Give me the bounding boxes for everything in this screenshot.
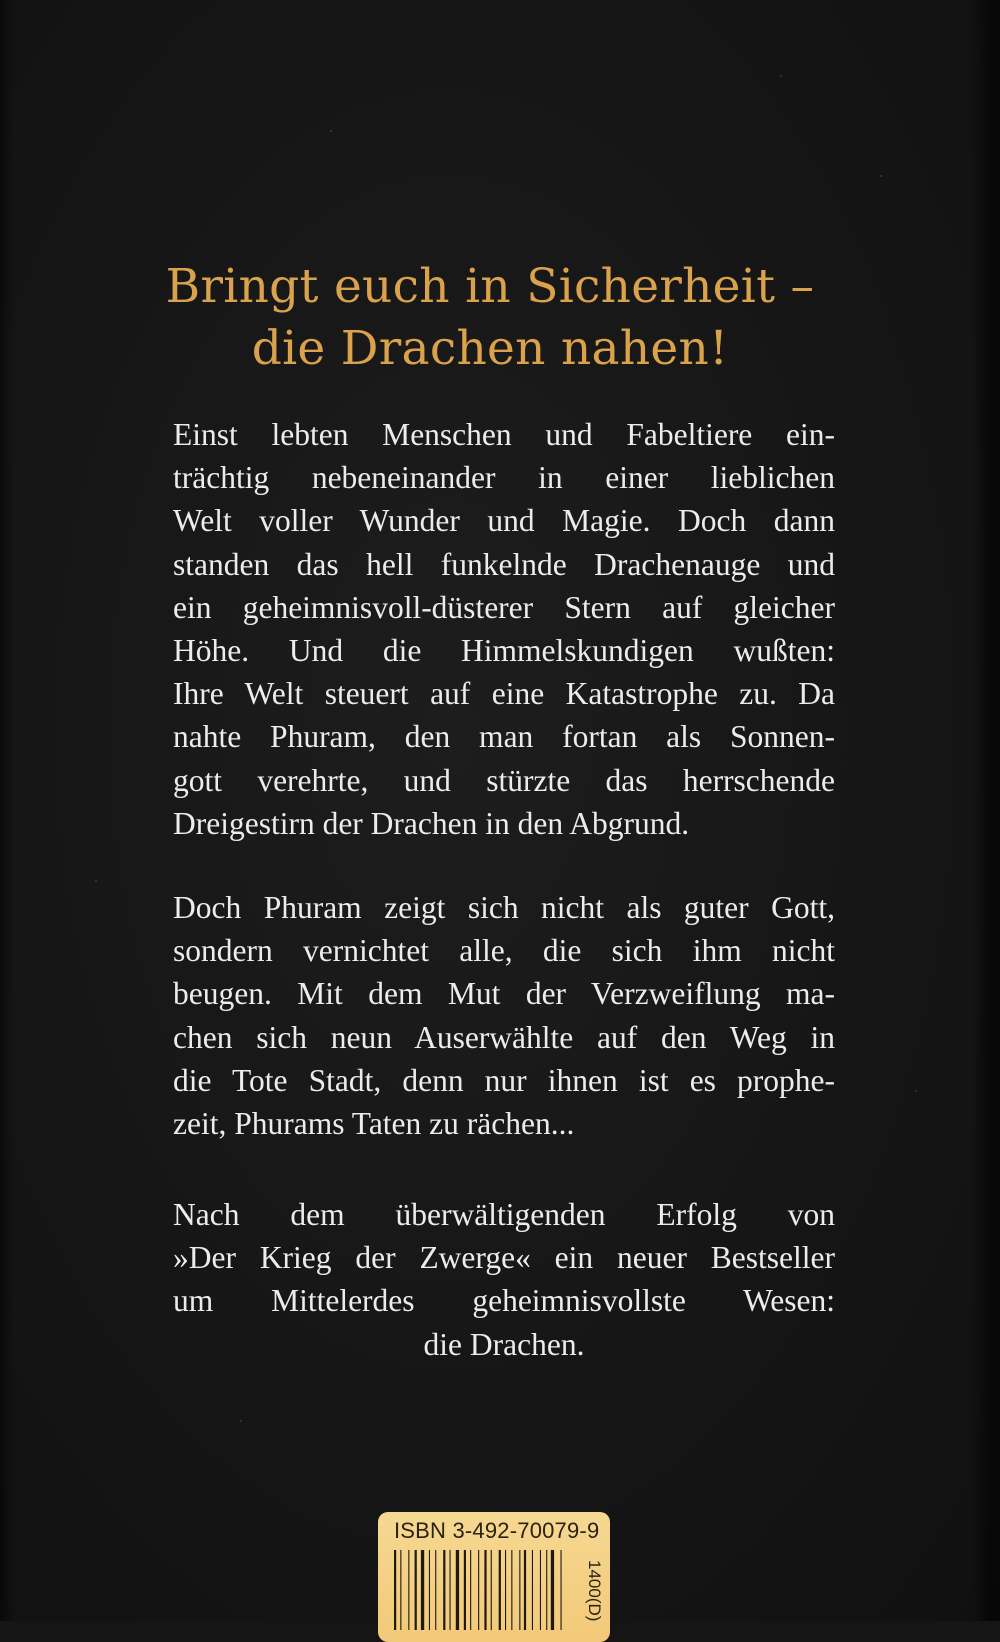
blurb-line: gott verehrte, und stürzte das herrschende	[173, 762, 835, 798]
blurb-line: Doch Phuram zeigt sich nicht als guter Gott,	[173, 890, 835, 925]
cover-right-edge	[972, 0, 1000, 1621]
barcode-bar	[470, 1550, 471, 1630]
blurb-line: zeit, Phurams Taten zu rächen...	[173, 1106, 575, 1142]
barcode-bar	[450, 1550, 451, 1630]
barcode-bar	[484, 1550, 486, 1630]
barcode-bar	[532, 1550, 533, 1630]
blurb-paragraph-3	[173, 1193, 835, 1366]
barcode-bar	[415, 1550, 417, 1630]
barcode-bar	[478, 1550, 479, 1630]
dust-speck	[880, 175, 882, 177]
barcode-bar	[519, 1550, 520, 1630]
blurb-line: Einst lebten Menschen und Fabeltiere ein-	[173, 417, 835, 452]
barcode-bar	[561, 1550, 562, 1630]
barcode-bar	[394, 1550, 396, 1630]
blurb-line: standen das hell funkelnde Drachenauge und	[173, 546, 835, 582]
isbn-number: ISBN 3-492-70079-9	[394, 1518, 600, 1543]
cover-left-edge	[0, 0, 14, 1621]
barcode-bar	[429, 1550, 430, 1630]
dust-speck	[780, 75, 782, 77]
dust-speck	[330, 130, 332, 132]
barcode-bar	[505, 1550, 506, 1630]
price-label: 1400(D)	[585, 1560, 604, 1622]
barcode-label	[378, 1512, 610, 1642]
blurb-line: Welt voller Wunder und Magie. Doch dann	[173, 503, 835, 539]
barcode-bar	[540, 1550, 541, 1630]
barcode-bar	[464, 1550, 466, 1630]
barcode-bar	[499, 1550, 501, 1630]
headline-line: Bringt euch in Sicherheit –	[165, 259, 815, 314]
headline	[130, 256, 850, 380]
blurb-line: Höhe. Und die Himmelskundigen wußten:	[173, 633, 835, 669]
barcode-bar	[435, 1550, 436, 1630]
blurb-line: trächtig nebeneinander in einer lieblichen	[173, 460, 835, 496]
barcode-bar	[491, 1550, 492, 1630]
blurb-line: nahte Phuram, den man fortan als Sonnen-	[173, 719, 835, 755]
blurb-line: Ihre Welt steuert auf eine Katastrophe zu. Da	[173, 676, 835, 712]
barcode-bar	[408, 1550, 409, 1630]
blurb-line: die Drachen.	[423, 1326, 585, 1362]
blurb-line: »Der Krieg der Zwerge« ein neuer Bestseller	[173, 1240, 835, 1276]
dust-speck	[915, 1090, 917, 1092]
blurb-line: die Tote Stadt, denn nur ihnen ist es prophe-	[173, 1062, 835, 1098]
blurb-line: chen sich neun Auserwählte auf den Weg in	[173, 1019, 835, 1055]
blurb-line: Dreigestirn der Drachen in den Abgrund.	[173, 805, 690, 841]
barcode-bar	[456, 1550, 459, 1630]
barcode-bar	[443, 1550, 445, 1630]
blurb-line: ein geheimnisvoll-düsterer Stern auf gleicher	[173, 589, 835, 625]
dust-speck	[95, 880, 97, 882]
blurb-line: sondern vernichtet alle, die sich ihm nicht	[173, 933, 835, 969]
headline-line: die Drachen nahen!	[251, 321, 729, 376]
barcode-bar	[546, 1550, 547, 1630]
barcode-bar	[511, 1550, 512, 1630]
barcode-bar	[551, 1550, 554, 1630]
blurb-line: um Mittelerdes geheimnisvollste Wesen:	[173, 1283, 835, 1319]
barcode-bar	[400, 1550, 401, 1630]
blurb-line: Nach dem überwältigenden Erfolg von	[173, 1197, 835, 1232]
barcode-icon	[392, 1550, 572, 1630]
blurb-line: beugen. Mit dem Mut der Verzweiflung ma-	[173, 976, 835, 1012]
blurb-paragraph-1	[173, 413, 835, 845]
barcode-bar	[421, 1550, 424, 1630]
blurb-paragraph-2	[173, 886, 835, 1145]
dust-speck	[240, 1420, 242, 1422]
barcode-bar	[524, 1550, 526, 1630]
